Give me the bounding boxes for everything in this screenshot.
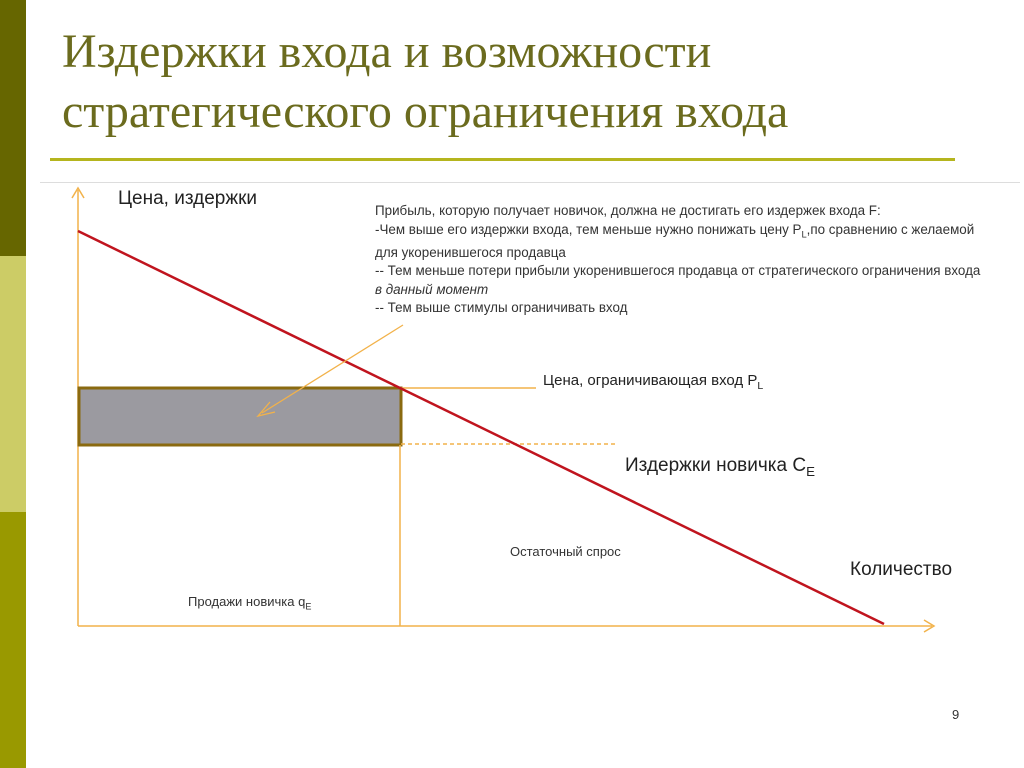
entrant-sales-label (188, 594, 311, 612)
note-line-4: -- Тем выше стимулы ограничивать вход (375, 300, 628, 316)
note-line-2-text: -Чем выше его издержки входа, тем меньше нужно понижать цену P (375, 221, 802, 237)
entrant-sales-label-text: Продажи новичка q (188, 594, 306, 609)
entrant-profit-rect (79, 388, 401, 445)
note-line-3 (375, 262, 985, 299)
note-line-3-emphasis: в данный момент (375, 281, 489, 297)
residual-demand-label: Остаточный спрос (510, 544, 621, 559)
explanation-note (375, 202, 985, 318)
slide-title: Издержки входа и возможности стратегического ограничения входа (62, 25, 789, 138)
price-limit-label (543, 372, 763, 392)
page-number: 9 (952, 707, 960, 722)
y-axis-label: Цена, издержки (118, 188, 258, 209)
price-limit-label-text: Цена, ограничивающая вход P (543, 372, 758, 389)
entrant-sales-label-sub: E (305, 601, 312, 612)
entrant-cost-label-text: Издержки новичка C (625, 455, 807, 476)
x-axis-label: Количество (850, 559, 953, 580)
note-line-2-tail: ,по сравнению с желаемой для укоренившегося продавца (375, 221, 975, 260)
entrant-cost-label-sub: E (806, 463, 815, 479)
entrant-cost-label (625, 455, 815, 479)
note-line-1: Прибыль, которую получает новичок, должна не достигать его издержек входа F: (375, 203, 881, 218)
price-limit-label-sub: L (757, 380, 764, 392)
note-line-3-text: -- Тем меньше потери прибыли укоренившегося продавца от стратегического ограничения входа (375, 263, 981, 279)
note-line-2-sub: L (801, 229, 807, 240)
note-line-2 (375, 221, 985, 263)
